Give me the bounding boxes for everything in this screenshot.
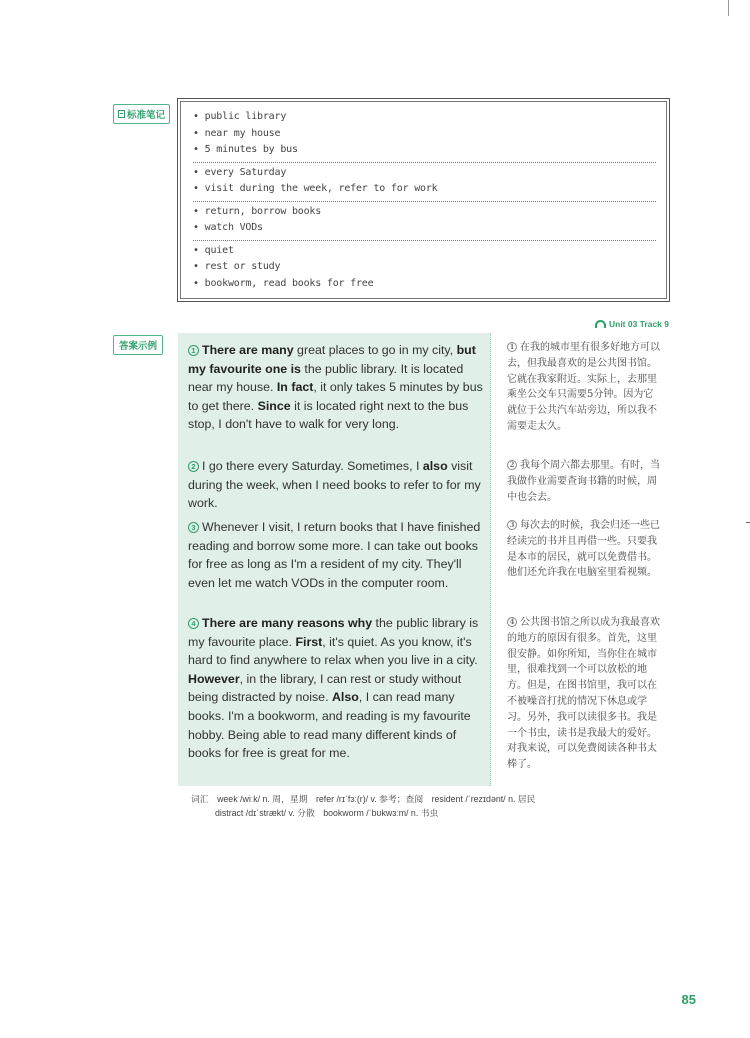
note-group (193, 241, 656, 296)
paragraph-text: Whenever I visit, I return books that I have finished reading and borrow some more. I can take out books for free as long as I'm a resident of my city. They'll even let me watch VODs in the computer room. (188, 520, 481, 590)
key-expression: However (188, 671, 240, 686)
crop-mark (728, 0, 729, 16)
key-expression: but my favourite one is (188, 343, 476, 376)
note-line: • 5 minutes by bus (193, 142, 656, 159)
paragraph-number-badge: 1 (507, 342, 517, 352)
key-expression: First (295, 634, 323, 649)
note-line: • near my house (193, 126, 656, 143)
notes-box-inner (180, 101, 667, 299)
paragraph-number-badge: 2 (507, 460, 517, 470)
chinese-text: 我每个周六都去那里。有时，当我做作业需要查询书籍的时候，周中也会去。 (507, 460, 660, 503)
chinese-text: 公共图书馆之所以成为我最喜欢的地方的原因有很多。首先，这里很安静。如你所知，当你住在城市里，很难找到一个可以放松的地方。但是，在图书馆里，我可以在不被噪音打扰的情况下休息或学习。另外，我可以读很多书。我是一个书虫，读书是我最大的爱好。对我来说，可以免费阅读各种书太棒了。 (507, 617, 660, 771)
paragraph-text: visit during the week, when I need books to refer to for my work. (188, 459, 481, 511)
paragraph-number-badge: 4 (188, 618, 199, 629)
key-expression: Also (331, 690, 359, 705)
note-line: • bookworm, read books for free (193, 276, 656, 293)
chinese-text: 每次去的时候，我会归还一些已经读完的书并且再借一些。只要我是本市的居民，就可以免费借书。他们还允许我在电脑室里看视频。 (507, 520, 660, 579)
page-number: 85 (681, 992, 696, 1007)
chinese-paragraph-2 (507, 458, 663, 505)
note-group (193, 163, 656, 202)
paragraph-number-badge: 4 (507, 617, 517, 627)
vocabulary-entry: resident /ˈrezɪdənt/ n. 居民 (431, 794, 536, 804)
english-paragraph-2 (188, 457, 484, 513)
paragraph-number-badge: 3 (507, 520, 517, 530)
note-group (193, 107, 656, 163)
paragraph-number-badge: 3 (188, 522, 199, 533)
chinese-paragraph-4 (507, 615, 663, 773)
english-paragraph-4 (188, 614, 484, 763)
note-line: • quiet (193, 243, 656, 260)
note-line: • every Saturday (193, 165, 656, 182)
paragraph-text: I go there every Saturday. Sometimes, I (202, 459, 423, 473)
english-paragraph-3 (188, 518, 484, 592)
paragraph-text: , it's quiet. As you know, it's hard to find anywhere to relax when you live in a city. (188, 634, 478, 668)
paragraph-number-badge: 2 (188, 461, 199, 472)
vocabulary-entry: bookworm /ˈbʊkwɜːm/ n. 书虫 (323, 808, 439, 818)
vocabulary-row-2 (191, 806, 671, 820)
paragraph-text: great places to go in my city, (293, 343, 457, 357)
paragraph-text: the public library. It is located near my house. (188, 361, 464, 395)
note-group (193, 202, 656, 241)
audio-track-label: Unit 03 Track 9 (608, 319, 669, 329)
chinese-paragraph-3 (507, 518, 663, 581)
chinese-paragraph-1 (507, 340, 663, 435)
note-line: • visit during the week, refer to for work (193, 181, 656, 198)
key-expression: There are many reasons why (202, 616, 373, 630)
key-expression: There are many (202, 343, 294, 357)
paragraph-text: , in the library, I can rest or study without being distracted by noise. (188, 671, 462, 705)
note-line: • return, borrow books (193, 204, 656, 221)
note-line: • rest or study (193, 259, 656, 276)
english-paragraph-1 (188, 341, 484, 434)
paragraph-text: it is located right next to the bus stop, I don't have to walk for very long. (188, 398, 469, 432)
answer-tag-label: 答案示例 (119, 341, 158, 352)
key-expression: also (422, 459, 448, 473)
notes-box (177, 98, 670, 302)
note-line: • public library (193, 109, 656, 126)
vocabulary-entry: week /wiːk/ n. 周，星期 (217, 794, 308, 804)
paragraph-text: , I can read many books. I'm a bookworm, and reading is my favourite hobby. Being able to read many different kinds of books for free is great for me. (188, 690, 471, 761)
chinese-text: 在我的城市里有很多好地方可以去，但我最喜欢的是公共图书馆。它就在我家附近。实际上，去那里乘坐公交车只需要5分钟。因为它就位于公共汽车站旁边，所以我不需要走太久。 (507, 342, 660, 432)
paragraph-text: , it only takes 5 minutes by bus to get there. (188, 380, 483, 413)
note-line: • watch VODs (193, 220, 656, 237)
answer-tag (113, 335, 163, 355)
notes-tag (113, 104, 170, 124)
key-expression: In fact (276, 380, 314, 395)
vocabulary-label: 词汇 (191, 794, 209, 804)
headphone-icon (595, 320, 606, 328)
paragraph-number-badge: 1 (188, 345, 199, 356)
vocabulary-entry: distract /dɪˈstrækt/ v. 分散 (215, 808, 315, 818)
note-icon (118, 110, 125, 118)
notes-tag-label: 标准笔记 (127, 110, 166, 121)
vocabulary-list (191, 792, 671, 820)
vocabulary-row-1 (191, 792, 671, 806)
vocabulary-entry: refer /rɪˈfɜː(r)/ v. 参考；查阅 (315, 794, 424, 804)
audio-track[interactable] (595, 319, 669, 329)
paragraph-text: the public library is my favourite place. (188, 616, 479, 649)
key-expression: Since (257, 398, 291, 413)
crop-mark-side (746, 522, 750, 523)
